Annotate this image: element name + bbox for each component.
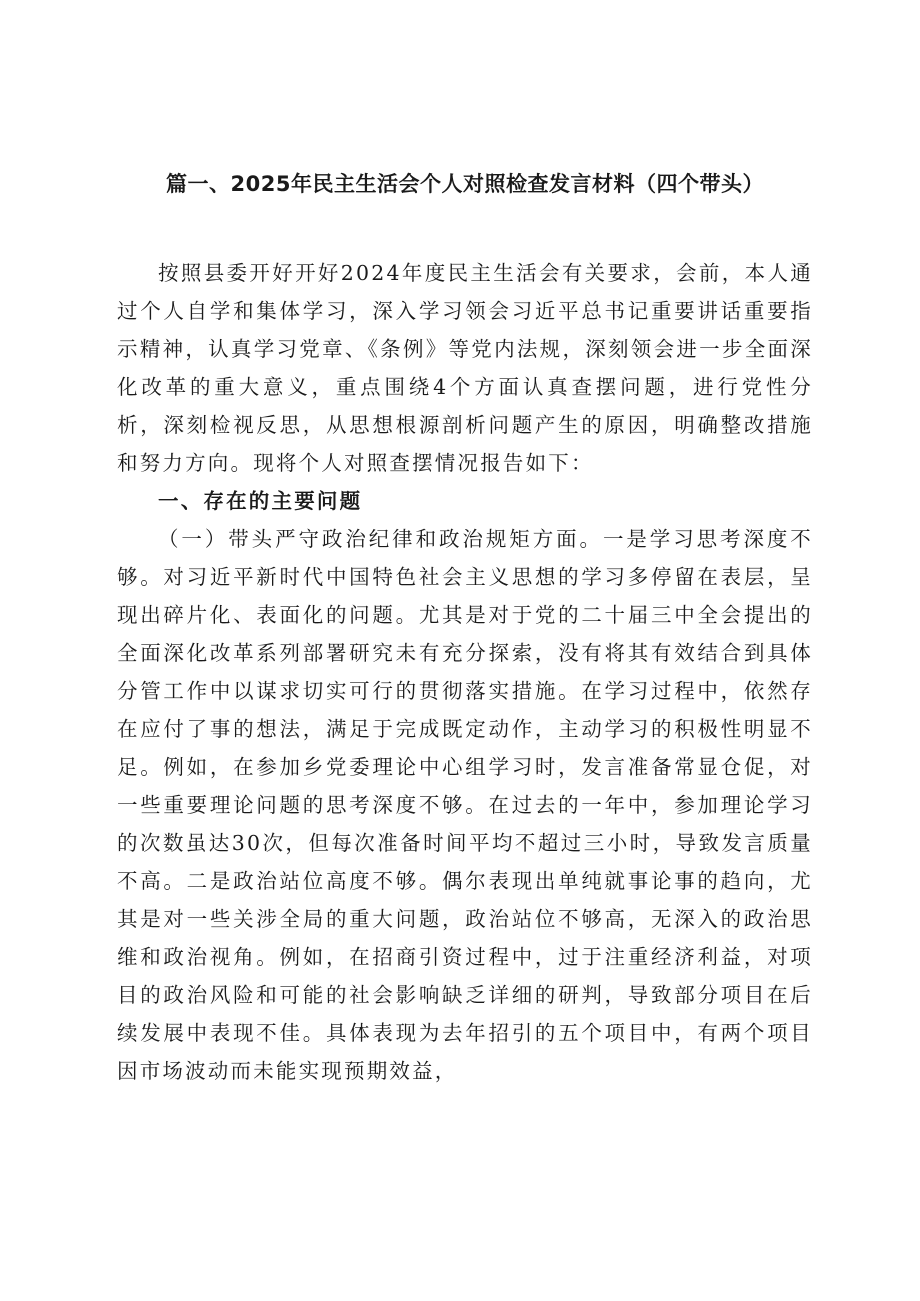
- document-body: [117, 254, 813, 1090]
- intro-paragraph: 按照县委开好开好2024年度民主生活会有关要求，会前，本人通过个人自学和集体学习，深入学习领会习近平总书记重要讲话重要指示精神，认真学习党章、《条例》等党内法规，深刻领会进一步全面深化改革的重大意义，重点围绕4个方面认真查摆问题，进行党性分析，深刻检视反思，从思想根源剖析问题产生的原因，明确整改措施和努力方向。现将个人对照查摆情况报告如下：: [117, 261, 813, 475]
- section-paragraph: （一）带头严守政治纪律和政治规矩方面。一是学习思考深度不够。对习近平新时代中国特色社会主义思想的学习多停留在表层，呈现出碎片化、表面化的问题。尤其是对于党的二十届三中全会提出的全面深化改革系列部署研究未有充分探索，没有将其有效结合到具体分管工作中以谋求切实可行的贯彻落实措施。在学习过程中，依然存在应付了事的想法，满足于完成既定动作，主动学习的积极性明显不足。例如，在参加乡党委理论中心组学习时，发言准备常显仓促，对一些重要理论问题的思考深度不够。在过去的一年中，参加理论学习的次数虽达30次，但每次准备时间平均不超过三小时，导致发言质量不高。二是政治站位高度不够。偶尔表现出单纯就事论事的趋向，尤其是对一些关涉全局的重大问题，政治站位不够高，无深入的政治思维和政治视角。例如，在招商引资过程中，过于注重经济利益，对项目的政治风险和可能的社会影响缺乏详细的研判，导致部分项目在后续发展中表现不佳。具体表现为去年招引的五个项目中，有两个项目因市场波动而未能实现预期效益，: [117, 527, 813, 1083]
- document-title: 篇一、2025年民主生活会个人对照检查发言材料（四个带头）: [166, 172, 764, 196]
- section-heading: 一、存在的主要问题: [158, 489, 363, 513]
